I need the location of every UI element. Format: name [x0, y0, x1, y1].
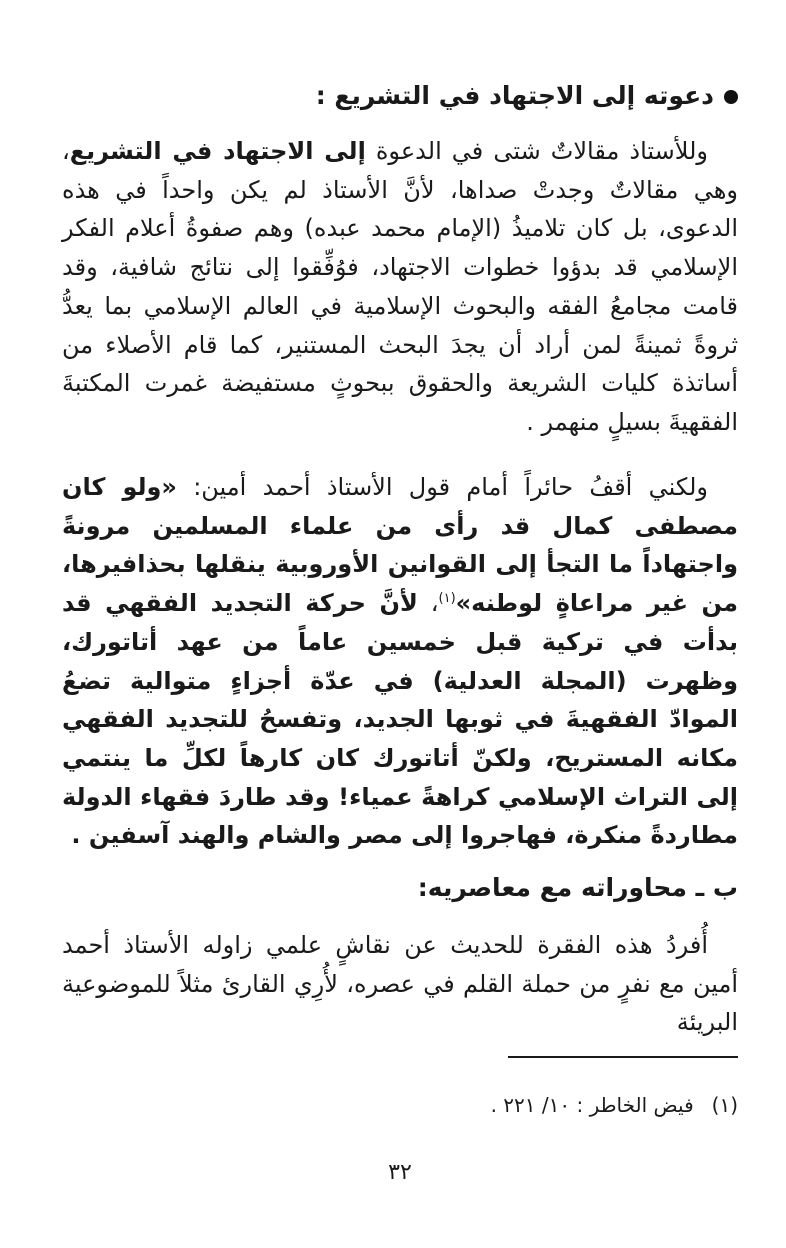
paragraph-ahmad-amin-quote — [62, 468, 738, 855]
page-number: ٣٢ — [388, 1160, 412, 1185]
book-page — [62, 60, 738, 1200]
ahmad-amin-quote: «ولو كان مصطفى كمال قد رأى من علماء المسلمين مرونةً واجتهاداً ما التجأ إلى القوانين الأوروبية ينقلها بحذافيرها، من غير مراعاةٍ لوطنه» — [62, 473, 739, 618]
section-heading-ijtihad-text: دعوته إلى الاجتهاد في التشريع : — [315, 81, 714, 110]
section-heading-dialogues: ب ـ محاوراته مع معاصريه: — [417, 873, 738, 902]
footnote-marker: (١) — [711, 1093, 738, 1117]
paragraph-1-text-a: وللأستاذ مقالاتٌ شتى في الدعوة — [365, 137, 708, 165]
footnote — [491, 1090, 738, 1120]
footnote-reference: (١) — [438, 591, 456, 607]
bullet-icon — [724, 90, 738, 104]
paragraph-3-text: أُفردُ هذه الفقرة للحديث عن نقاشٍ علمي زاوله الأستاذ أحمد أمين مع نفرٍ من حملة القلم في عصره، لأُرِي القارئ مثلاً للموضوعية البريئة — [62, 931, 738, 1037]
paragraph-dialogues — [62, 926, 738, 1042]
paragraph-2-emphasis: لأنَّ حركة التجديد الفقهي قد بدأت في تركية قبل خمسين عاماً من عهد أتاتورك، وظهرت (المجلة العدلية) في عدّة أجزاءٍ متوالية تضعُ الموادّ الفقهيةَ في ثوبها الجديد، وتفسحُ للتجديد الفقهي مكانه المستريح، ولكنّ أتاتورك كان كارهاً لكلِّ ما ينتمي إلى التراث الإسلامي كراهةً عمياء! وقد طاردَ فقهاء الدولة مطاردةً منكرة، فهاجروا إلى مصر والشام والهند آسفين . — [62, 589, 738, 850]
paragraph-2-text-b: ، — [417, 589, 439, 618]
footnote-text: فيض الخاطر : ١٠/ ٢٢١ . — [490, 1093, 694, 1117]
paragraph-ijtihad — [62, 132, 738, 442]
paragraph-1-text-b: ، وهي مقالاتٌ وجدتْ صداها، لأنَّ الأستاذ لم يكن واحداً في هذه الدعوى، بل كان تلاميذُ (الإمام محمد عبده) وهم صفوةُ أعلام الفكر الإسلامي قد بدؤوا خطوات الاجتهاد، فوُفِّقوا إلى نتائج شافية، وقد قامت مجامعُ الفقه والبحوث الإسلامية في العالم الإسلامي بما يعدُّ ثروةً ثمينةً لمن أراد أن يجدَ البحث المستنير، كما قام الأصلاء من أساتذة كليات الشريعة والحقوق ببحوثٍ مستفيضة غمرت المكتبةَ الفقهيةَ بسيلٍ منهمر . — [62, 137, 738, 436]
footnote-divider — [508, 1056, 738, 1058]
section-heading-ijtihad — [316, 76, 738, 116]
paragraph-2-text-a: ولكني أقفُ حائراً أمام قول الأستاذ أحمد أمين: — [176, 473, 708, 501]
paragraph-1-emphasis: إلى الاجتهاد في التشريع — [69, 137, 366, 165]
